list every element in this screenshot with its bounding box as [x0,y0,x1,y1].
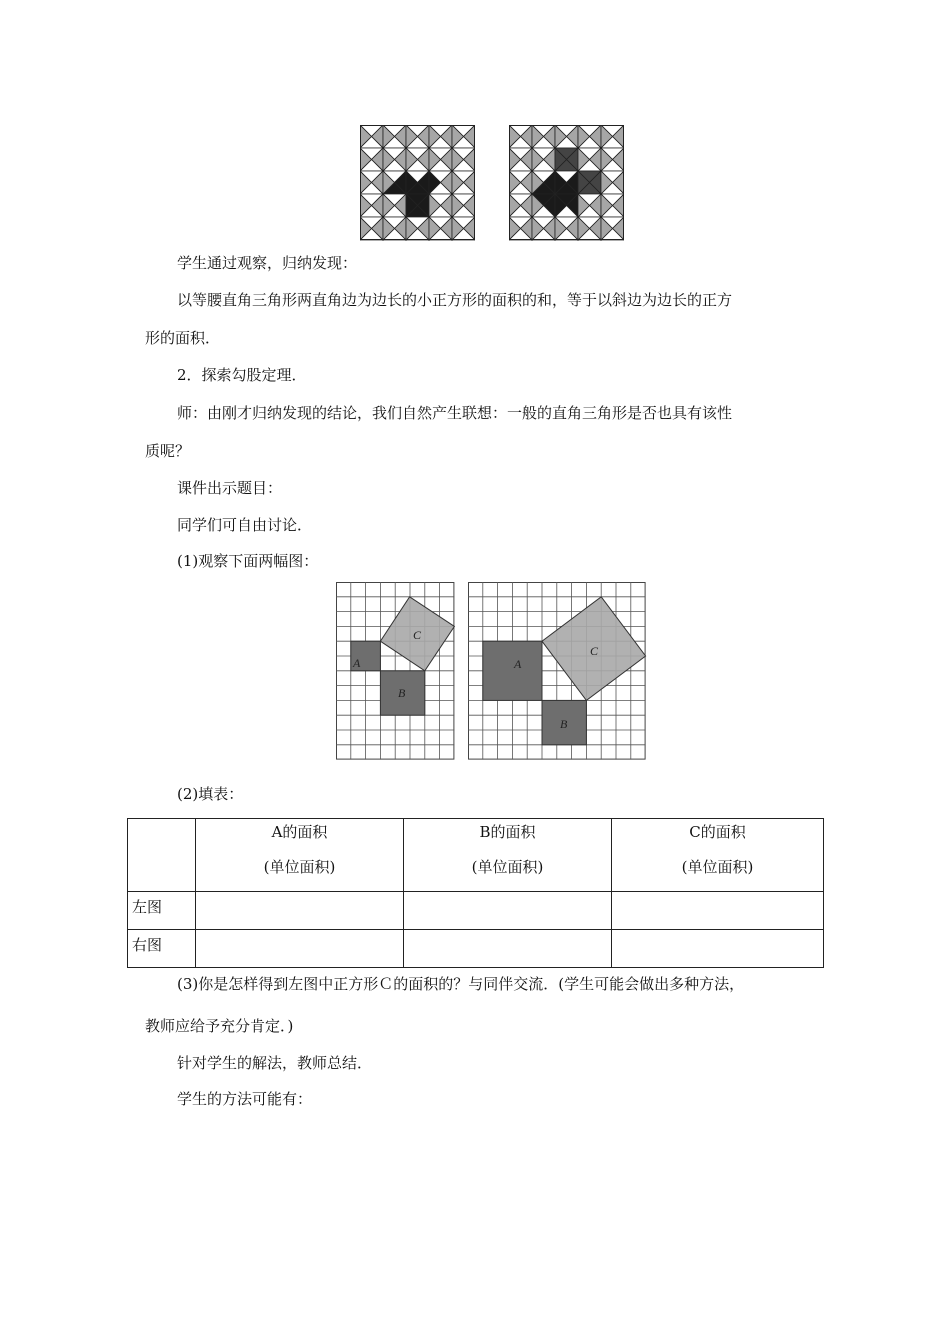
answer-cell[interactable] [612,930,824,968]
answer-cell[interactable] [196,892,404,930]
label-c: C [590,644,599,658]
tile-figure-right [509,125,624,243]
paragraph: 课件出示题目： [177,479,283,497]
label-b: B [560,717,568,731]
table-corner-cell [128,819,196,892]
header-unit: (单位面积) [681,858,754,876]
table-row [128,930,824,968]
grid-figure-right [468,582,648,760]
table-row [128,892,824,930]
tile-figure-left [360,125,475,243]
answer-cell[interactable] [196,930,404,968]
label-a: A [514,657,522,671]
grid-figure-left [336,582,457,760]
header-title: B的面积 [479,823,536,841]
fill-in-table [127,818,824,968]
paragraph: 学生的方法可能有： [177,1090,313,1108]
header-title: C的面积 [689,823,746,841]
paragraph: (2)填表： [177,785,244,803]
paragraph: 以等腰直角三角形两直角边为边长的小正方形的面积的和，等于以斜边为边长的正方 [177,291,733,309]
paragraph: (3)你是怎样得到左图中正方形Ｃ的面积的？与同伴交流．(学生可能会做出多种方法， [177,975,745,993]
paragraph: 学生通过观察，归纳发现： [177,254,358,272]
table-header-cell [612,819,824,892]
table-header-row [128,819,824,892]
paragraph: 同学们可自由讨论． [177,516,313,534]
paragraph: 针对学生的解法，教师总结． [177,1054,373,1072]
header-unit: (单位面积) [471,858,544,876]
paragraph: 教师应给予充分肯定．) [145,1017,294,1035]
square-a [483,641,542,700]
paragraph: (1)观察下面两幅图： [177,552,319,570]
label-b: B [398,686,406,700]
paragraph: 质呢？ [145,442,191,460]
label-a: A [353,656,361,670]
answer-cell[interactable] [404,930,612,968]
paragraph: 形的面积． [145,329,221,347]
answer-cell[interactable] [404,892,612,930]
paragraph: 师：由刚才归纳发现的结论，我们自然产生联想：一般的直角三角形是否也具有该性 [177,404,733,422]
header-unit: (单位面积) [263,858,336,876]
table-header-cell [196,819,404,892]
label-c: C [413,628,422,642]
table-header-cell [404,819,612,892]
section-heading: 2．探索勾股定理． [177,366,307,384]
header-title: A的面积 [271,823,328,841]
row-label: 右图 [128,930,196,968]
answer-cell[interactable] [612,892,824,930]
row-label: 左图 [128,892,196,930]
